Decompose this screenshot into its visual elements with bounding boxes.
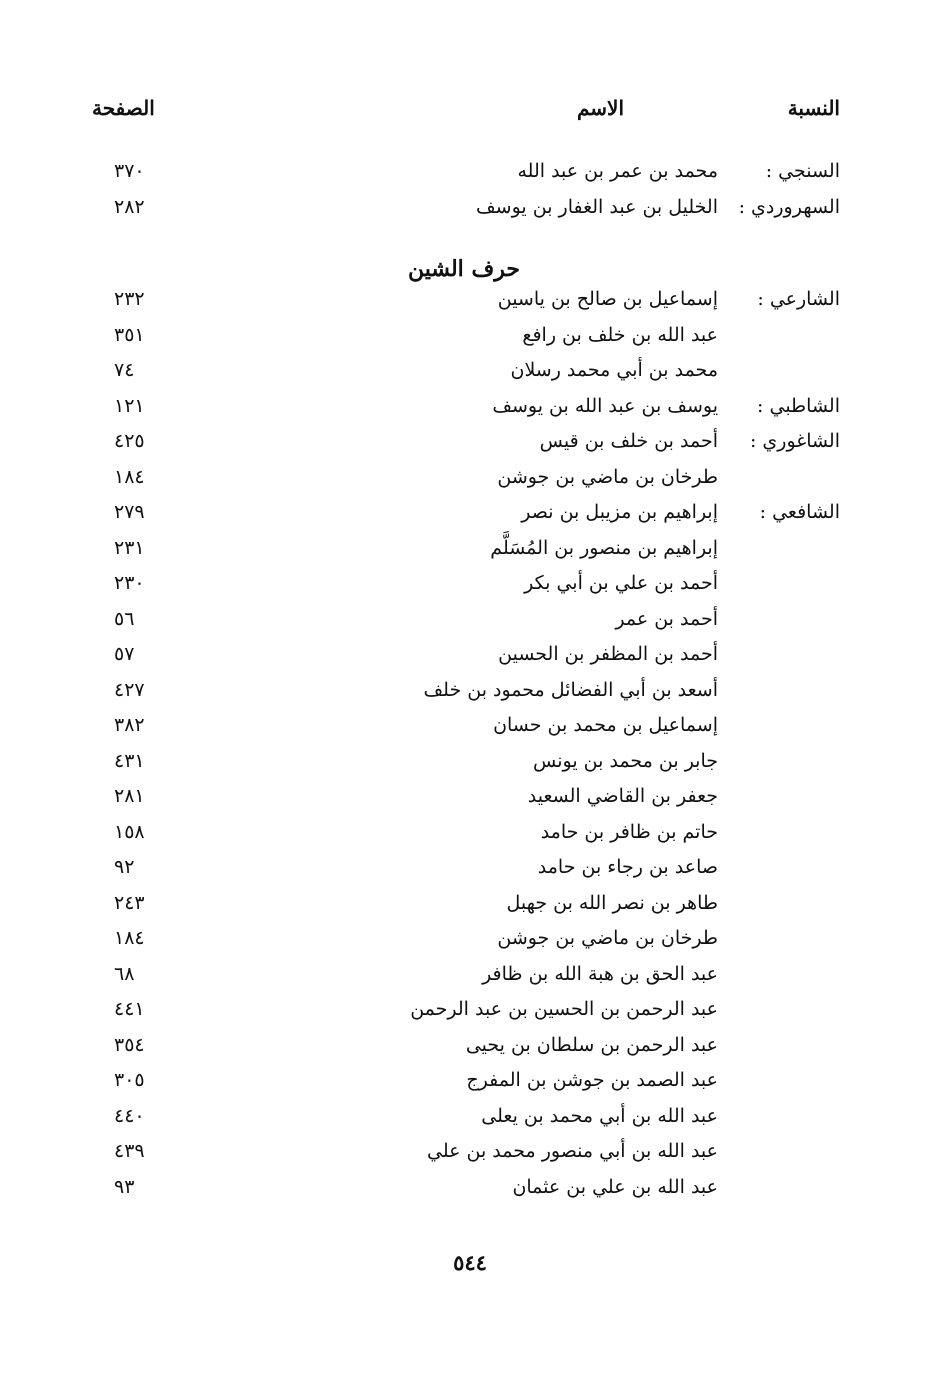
index-row: [80, 921, 840, 957]
page-number: ٣٥٤: [114, 1033, 145, 1056]
index-row: [80, 1134, 840, 1170]
page-number: ٤٤١: [114, 998, 145, 1020]
index-row: [80, 389, 840, 425]
index-row: [80, 424, 840, 460]
nisba: السهروردي :: [738, 195, 840, 218]
page-number: ٩٣: [114, 1175, 135, 1198]
index-row: [80, 190, 840, 226]
person-name: عبد الله بن أبي منصور محمد بن علي: [426, 1140, 718, 1162]
person-name: عبد الله بن أبي محمد بن يعلى: [481, 1104, 718, 1127]
index-row: [80, 1170, 840, 1206]
index-row: [80, 154, 840, 190]
person-name: إبراهيم بن مزيبل بن نصر: [521, 501, 718, 523]
page-number: ٢٤٣: [114, 891, 145, 914]
page-number: ٩٢: [114, 856, 135, 878]
person-name: أحمد بن خلف بن قيس: [539, 430, 718, 452]
index-row: [80, 637, 840, 673]
page-number: ١٥٨: [114, 820, 145, 843]
page-number: ٧٤: [114, 359, 135, 381]
person-name: عبد الصمد بن جوشن بن المفرج: [466, 1069, 718, 1091]
page-number: ٥٦: [114, 607, 135, 630]
column-header: [80, 96, 840, 128]
index-row: [80, 744, 840, 780]
person-name: طاهر بن نصر الله بن جهبل: [506, 891, 718, 914]
person-name: عبد الحق بن هبة الله بن ظافر: [482, 962, 718, 985]
person-name: عبد الرحمن بن الحسين بن عبد الرحمن: [410, 998, 718, 1020]
page-number: ٢٨٢: [114, 195, 145, 218]
page-number: ٤٤٠: [114, 1104, 145, 1127]
page-number: ٣٥١: [114, 323, 145, 346]
page-number: ٢٧٩: [114, 501, 145, 523]
person-name: عبد الله بن علي بن عثمان: [512, 1175, 718, 1198]
page-number: ١٨٤: [114, 465, 145, 488]
person-name: جعفر بن القاضي السعيد: [527, 785, 718, 807]
page-number: ٣٧٠: [114, 160, 145, 182]
person-name: إبراهيم بن منصور بن المُسَلَّم: [490, 536, 718, 559]
page-number: ٢٣١: [114, 536, 145, 559]
person-name: أحمد بن علي بن أبي بكر: [524, 572, 718, 594]
index-row: [80, 673, 840, 709]
nisba: الشاغوري :: [749, 430, 840, 452]
page-number: ٣٨٢: [114, 714, 145, 736]
index-row: [80, 602, 840, 638]
page-number: ٤٣٩: [114, 1140, 145, 1162]
person-name: أحمد بن المظفر بن الحسين: [498, 643, 718, 665]
page-number: ٢٣٢: [114, 288, 145, 310]
person-name: صاعد بن رجاء بن حامد: [537, 856, 718, 878]
index-row: [80, 850, 840, 886]
person-name: طرخان بن ماضي بن جوشن: [497, 465, 718, 488]
index-entries: [80, 282, 840, 1205]
index-row: [80, 353, 840, 389]
index-row: [80, 886, 840, 922]
person-name: جابر بن محمد بن يونس: [533, 749, 718, 772]
page-number: ٦٨: [114, 962, 135, 985]
nisba-header: النسبة: [787, 96, 840, 120]
index-row: [80, 1028, 840, 1064]
index-row: [80, 1063, 840, 1099]
index-row: [80, 566, 840, 602]
page-number: ٤٢٥: [114, 430, 145, 452]
index-row: [80, 779, 840, 815]
name-header: الاسم: [576, 96, 624, 120]
index-row: [80, 495, 840, 531]
nisba: السنجي :: [765, 160, 840, 182]
person-name: أسعد بن أبي الفضائل محمود بن خلف: [423, 678, 718, 701]
person-name: إسماعيل بن محمد بن حسان: [493, 714, 718, 736]
index-row: [80, 1099, 840, 1135]
nisba: الشافعي :: [759, 501, 840, 523]
page-number: ٥٧: [114, 643, 135, 665]
index-row: [80, 531, 840, 567]
index-row: [80, 957, 840, 993]
person-name: حاتم بن ظافر بن حامد: [540, 820, 718, 843]
person-name: محمد بن أبي محمد رسلان: [510, 359, 718, 381]
index-row: [80, 992, 840, 1028]
index-row: [80, 708, 840, 744]
index-row: [80, 318, 840, 354]
page-number: ٢٣٠: [114, 572, 145, 594]
index-row: [80, 815, 840, 851]
person-name: طرخان بن ماضي بن جوشن: [497, 927, 718, 949]
page-number: ٤٢٧: [114, 678, 145, 701]
person-name: عبد الله بن خلف بن رافع: [522, 323, 718, 346]
person-name: أحمد بن عمر: [615, 607, 718, 630]
nisba: الشاطبي :: [757, 394, 840, 417]
page-header: الصفحة: [92, 96, 155, 120]
index-row: [80, 460, 840, 496]
page-number: ٢٨١: [114, 785, 145, 807]
page-number: ١٨٤: [114, 927, 145, 949]
page-number: ٤٣١: [114, 749, 145, 772]
section-title: حرف الشين: [407, 256, 520, 282]
nisba: الشارعي :: [757, 288, 840, 310]
person-name: عبد الرحمن بن سلطان بن يحيى: [465, 1033, 718, 1056]
person-name: يوسف بن عبد الله بن يوسف: [492, 394, 718, 417]
person-name: محمد بن عمر بن عبد الله: [517, 160, 718, 182]
page-number: ٣٠٥: [114, 1069, 145, 1091]
person-name: إسماعيل بن صالح بن ياسين: [497, 288, 718, 310]
page-number-footer: ٥٤٤: [453, 1250, 487, 1275]
person-name: الخليل بن عبد الغفار بن يوسف: [476, 195, 718, 218]
page-number: ١٢١: [114, 394, 145, 417]
index-row: [80, 282, 840, 318]
